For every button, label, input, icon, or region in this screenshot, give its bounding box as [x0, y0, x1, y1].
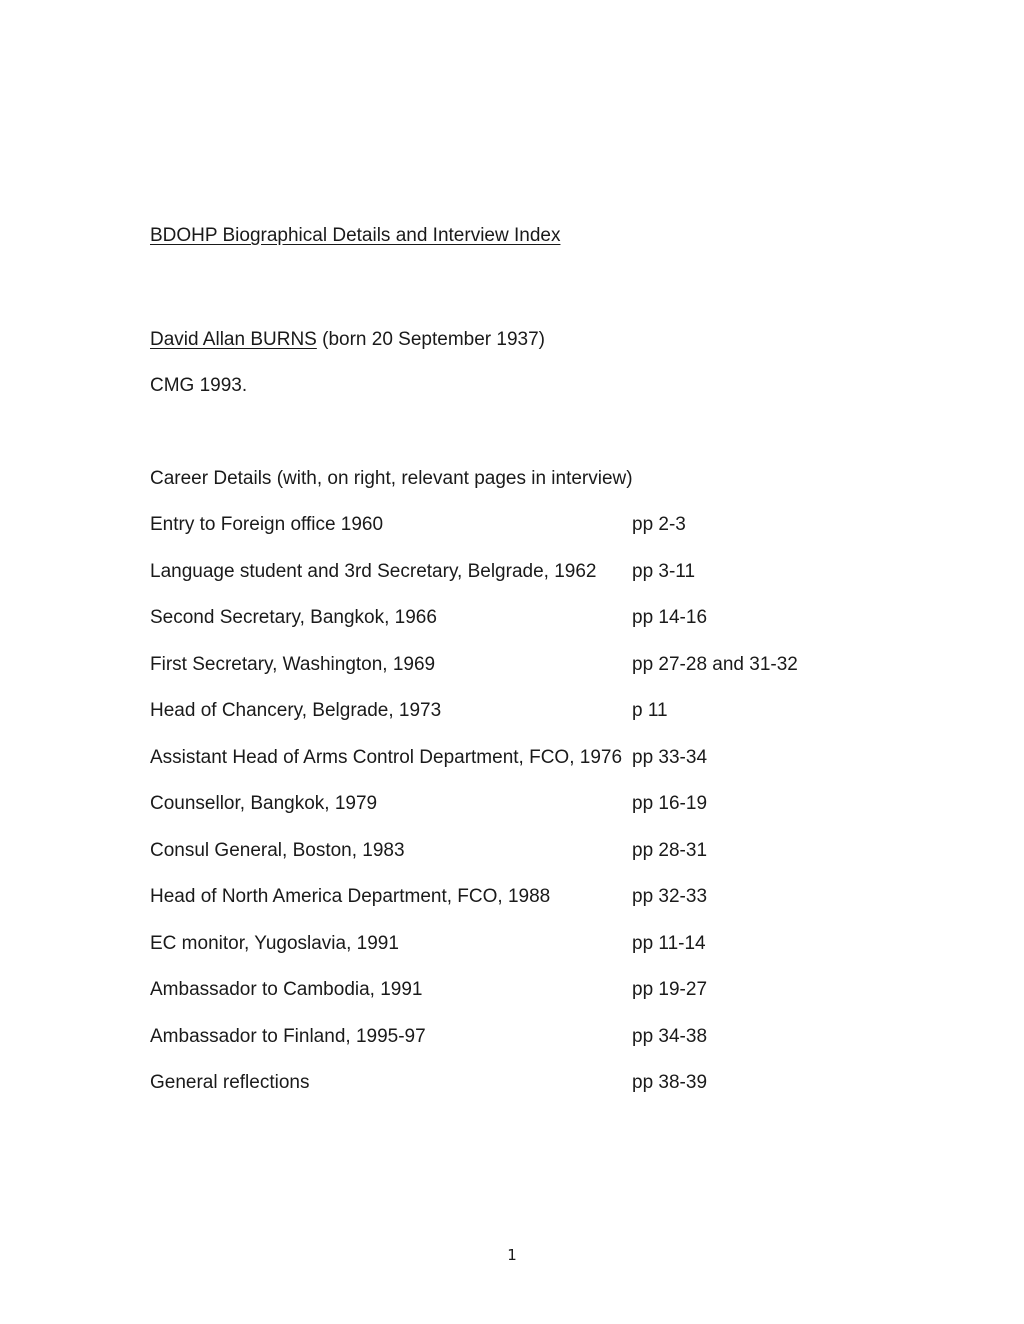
career-post: First Secretary, Washington, 1969 [150, 653, 436, 675]
career-pages: pp 2-3 [632, 514, 686, 535]
career-row [150, 978, 850, 1025]
document-title [150, 224, 560, 248]
subject-line [150, 328, 545, 352]
career-row [150, 932, 850, 979]
career-post: Consul General, Boston, 1983 [150, 839, 405, 861]
career-post: Head of North America Department, FCO, 1988 [150, 886, 551, 907]
career-row [150, 839, 850, 886]
career-pages: pp 33-34 [632, 746, 708, 768]
career-pages: pp 3-11 [632, 560, 696, 582]
career-post: Counsellor, Bangkok, 1979 [150, 793, 378, 814]
career-post: Language student and 3rd Secretary, Belgrade, 1962 [150, 560, 597, 582]
career-row [150, 792, 850, 839]
career-post: Assistant Head of Arms Control Department, FCO, 1976 [150, 746, 623, 768]
career-pages: pp 14-16 [632, 607, 708, 628]
career-pages: pp 32-33 [632, 886, 708, 907]
subject-birth: (born 20 September 1937) [322, 329, 545, 350]
subject-name: David Allan BURNS [150, 329, 317, 350]
page-number: 1 [507, 1246, 517, 1264]
career-pages: pp 16-19 [632, 793, 708, 814]
career-post: Head of Chancery, Belgrade, 1973 [150, 700, 442, 721]
career-pages: pp 27-28 and 31-32 [632, 653, 798, 675]
career-post: General reflections [150, 1072, 310, 1093]
career-row [150, 746, 850, 793]
career-row [150, 606, 850, 653]
career-row [150, 560, 850, 607]
career-heading: Career Details (with, on right, relevant pages in interview) [150, 468, 633, 489]
career-row [150, 1025, 850, 1072]
career-post: Entry to Foreign office 1960 [150, 514, 384, 535]
career-row [150, 1071, 850, 1118]
career-row [150, 885, 850, 932]
career-pages: pp 28-31 [632, 839, 708, 861]
document-title-text: BDOHP Biographical Details and Interview Index [150, 225, 561, 246]
career-post: EC monitor, Yugoslavia, 1991 [150, 932, 399, 954]
career-post: Ambassador to Cambodia, 1991 [150, 979, 423, 1000]
career-list [150, 513, 850, 1118]
career-pages: pp 38-39 [632, 1072, 708, 1093]
career-pages: p 11 [632, 700, 668, 721]
career-post: Second Secretary, Bangkok, 1966 [150, 607, 437, 628]
career-pages: pp 19-27 [632, 979, 708, 1000]
career-post: Ambassador to Finland, 1995-97 [150, 1025, 426, 1047]
career-row [150, 653, 850, 700]
career-row [150, 699, 850, 746]
career-pages: pp 11-14 [632, 932, 706, 954]
honours-line: CMG 1993. [150, 375, 248, 396]
career-row [150, 513, 850, 560]
career-pages: pp 34-38 [632, 1025, 708, 1047]
